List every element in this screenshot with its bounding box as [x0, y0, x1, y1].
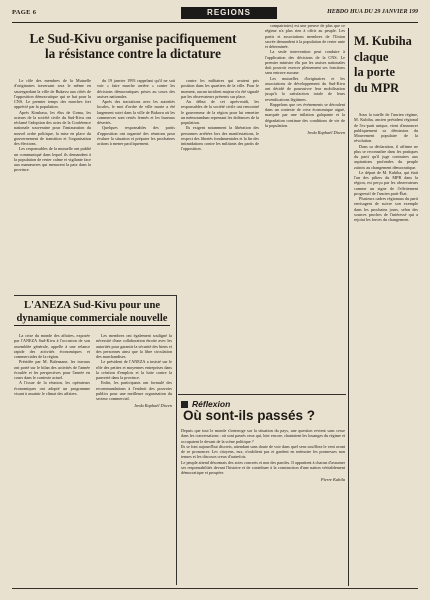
paragraph: Les mutuelles d'originaires et les associations de développement du Sud-Kivu ont décidé de poursuivre leur mobilisation jusqu'à la satisfaction totale de leurs revendications légitimes.: [265, 75, 345, 102]
reflexion-title: Où sont-ils passés ?: [183, 408, 316, 423]
paragraph: compatriotes) est une preuve de plus que ce régime n'a plus rien à offrir au peuple. Les partis et associations membres de l'Union sacrée demandent à la population de rester unie et déterminée.: [265, 23, 345, 49]
paragraph: Ils se font aujourd'hui discrets, attendant sans doute de voir dans quel sens soufflera le vent avant de se prononcer. Les citoyens, eux, n'oublient pas et gardent en mémoire les promesses non tenues et les discours creux d'autrefois.: [181, 443, 345, 460]
reflexion-signature: Pierre Kabila: [320, 477, 345, 483]
aneza-article-signature: Ireda Raphaël Diwen: [134, 403, 172, 409]
paragraph: Le départ de M. Kubiha, qui était l'un des piliers du MPR dans la région, est perçu par les observateurs comme un signe de l'effritement progressif de l'ancien parti-État.: [354, 169, 418, 196]
aneza-article-title: [14, 300, 170, 326]
paragraph: Après Kinshasa, les élus de Goma, les acteurs de la société civile du Sud-Kivu ont réclamé l'adoption des actes de la Conférence nationale souveraine pour l'instauration du nouvel ordre politique, la mise en place du gouvernement de transition et l'organisation des élections.: [14, 109, 91, 146]
kubiha-title-line-1: M. Kubiha: [354, 34, 412, 48]
paragraph: Quelques responsables des partis d'opposition ont organisé des réunions pour évaluer la situation et préparer les prochaines actions à mener pacifiquement.: [97, 125, 175, 146]
paragraph: Au début de cet après-midi, les responsables de la société civile ont rencontré le gouverneur de la région pour lui remettre un mémorandum reprenant les doléances de la population.: [181, 99, 259, 125]
page-header: [12, 7, 418, 21]
kubiha-article-title: [354, 34, 418, 96]
paragraph: Ils exigent notamment la libération des personnes arrêtées lors des manifestations, le respect des libertés fondamentales et la fin des intimidations contre les militants des partis de l'opposition.: [181, 125, 259, 152]
divider-reflexion: [178, 394, 346, 395]
paragraph: Les membres ont également souligné la nécessité d'une collaboration étroite avec les autorités pour garantir la sécurité des biens et des personnes ainsi que la libre circulation des marchandises.: [96, 333, 172, 359]
column-divider: [176, 295, 177, 585]
lead-title-line-2: la résistance contre la dictature: [44, 46, 222, 61]
lead-article-signature: Ireda Raphaël Diwen: [307, 130, 345, 135]
kubiha-title-line-4: du MPR: [354, 80, 400, 95]
paragraph: Dans sa déclaration, il affirme ne plus se reconnaître dans les pratiques du parti qu'il juge contraires aux aspirations profondes du peuple zaïrois au changement démocratique.: [354, 143, 418, 170]
paragraph: A l'issue de la réunion, les opérateurs économiques ont adopté un programme visant à assainir le climat des affaires.: [14, 380, 90, 396]
lead-article-column-2: [97, 78, 175, 296]
paragraph: La crise du monde des affaires, exposée par l'ANEZA Sud-Kivu à l'occasion de son assemblée générale, appelle à une relance rapide des activités économiques et commerciales de la région.: [14, 333, 90, 359]
aneza-article-column-2: [96, 333, 172, 579]
divider-aneza: [14, 295, 176, 296]
paragraph: Le président de l'ANEZA a insisté sur le rôle des petites et moyennes entreprises dans la création d'emplois et la lutte contre la pauvreté dans la province.: [96, 359, 172, 380]
paragraph: Après des tractations avec les autorités locales, le mot d'ordre de ville morte a été largement suivi dans la ville de Bukavu où les commerces sont restés fermés et les bureaux désertés.: [97, 99, 175, 125]
lead-article-column-3: [181, 78, 259, 388]
paragraph: Le peuple attend désormais des actes concrets et non des paroles. Il appartient à chacun d'assumer ses responsabilités devant l'histoire et de contribuer à la construction d'une nation véritablement démocratique et prospère.: [181, 459, 345, 475]
paragraph: contre les militaires qui avaient pris position dans les quartiers de la ville. Pour le moment, aucun incident majeur n'a été signalé par les observateurs présents sur place.: [181, 78, 259, 99]
section-banner: REGIONS: [181, 7, 277, 19]
paragraph: Présidée par M. Balenzane, les travaux ont porté sur le bilan des activités de l'année écoulée et les perspectives pour l'année en cours dans le contexte actuel.: [14, 359, 90, 380]
paragraph: du 19 janvier 1993 rappelant qu'il ne sait voir « faire marche arrière » contre les décisions démocratiques prises au cours des assises nationales.: [97, 78, 175, 99]
paragraph: Depuis que tout le monde s'interroge sur la situation du pays, une question revient sans cesse dans les conversations : où sont passés ceux qui, hier encore, chantaient les louanges du régime et occupaient le devant de la scène politique ?: [181, 428, 345, 444]
paragraph: Plusieurs cadres régionaux du parti envisagent de suivre son exemple dans les prochains jours, selon des sources proches de l'intéressé qui a rejoint les forces du changement.: [354, 196, 418, 222]
kubiha-title-line-2: claque: [354, 49, 389, 64]
lead-article-title: [14, 31, 252, 61]
aneza-article-column-1: [14, 333, 90, 577]
paragraph: Sous la tutelle de l'ancien régime, M. Kubiha, ancien président régional de l'ex-parti unique, vient d'annoncer publiquement sa démission du Mouvement populaire de la révolution.: [354, 112, 418, 144]
header-rule: [12, 22, 418, 23]
paragraph: Enfin, les participants ont formulé des recommandations à l'endroit des pouvoirs publics pour une meilleure organisation du secteur commercial.: [96, 380, 172, 401]
aneza-title-line-2: dynamique commerciale nouvelle: [14, 313, 170, 327]
lead-article-column-4: [265, 23, 345, 391]
paragraph: La seule intervention peut conduire à l'application des décisions de la CNS. Le premier ministre élu par les assises nationales doit pouvoir exercer pleinement ses fonctions sans entrave aucune.: [265, 49, 345, 76]
reflexion-section-label: Réflexion: [181, 399, 230, 409]
masthead: HEBDO HUA DU 29 JANVIER 199: [327, 9, 418, 15]
paragraph: Les responsables de la mutuelle ont publié un communiqué dans lequel ils demandent à la population de rester calme et vigilante face aux manœuvres qui menacent la paix dans la province.: [14, 146, 91, 173]
aneza-title-line-1: L'ANEZA Sud-Kivu pour une: [23, 300, 161, 311]
paragraph: Le rôle des membres de la Mutuelle d'originaires traversant sera le même en sauvegardant la ville de Bukavu aux côtés de l'opposition démocratique qui se bat pour la CNS. Le premier temps des marches fort apprécié par la population.: [14, 78, 91, 110]
kubiha-title-line-3: la porte: [354, 65, 395, 79]
kubiha-article-body: [354, 112, 418, 582]
page-number: PAGE 6: [12, 9, 37, 16]
footer-rule: [12, 588, 418, 589]
lead-article-column-1: [14, 78, 91, 288]
lead-title-line-1: Le Sud-Kivu organise pacifiquement: [29, 31, 237, 46]
reflexion-body: [181, 428, 345, 583]
paragraph: Rappelons que ces événements se déroulent dans un contexte de crise économique aiguë, marquée par une inflation galopante et la dégradation continue des conditions de vie de la population.: [265, 101, 345, 128]
column-divider-right: [348, 28, 349, 586]
